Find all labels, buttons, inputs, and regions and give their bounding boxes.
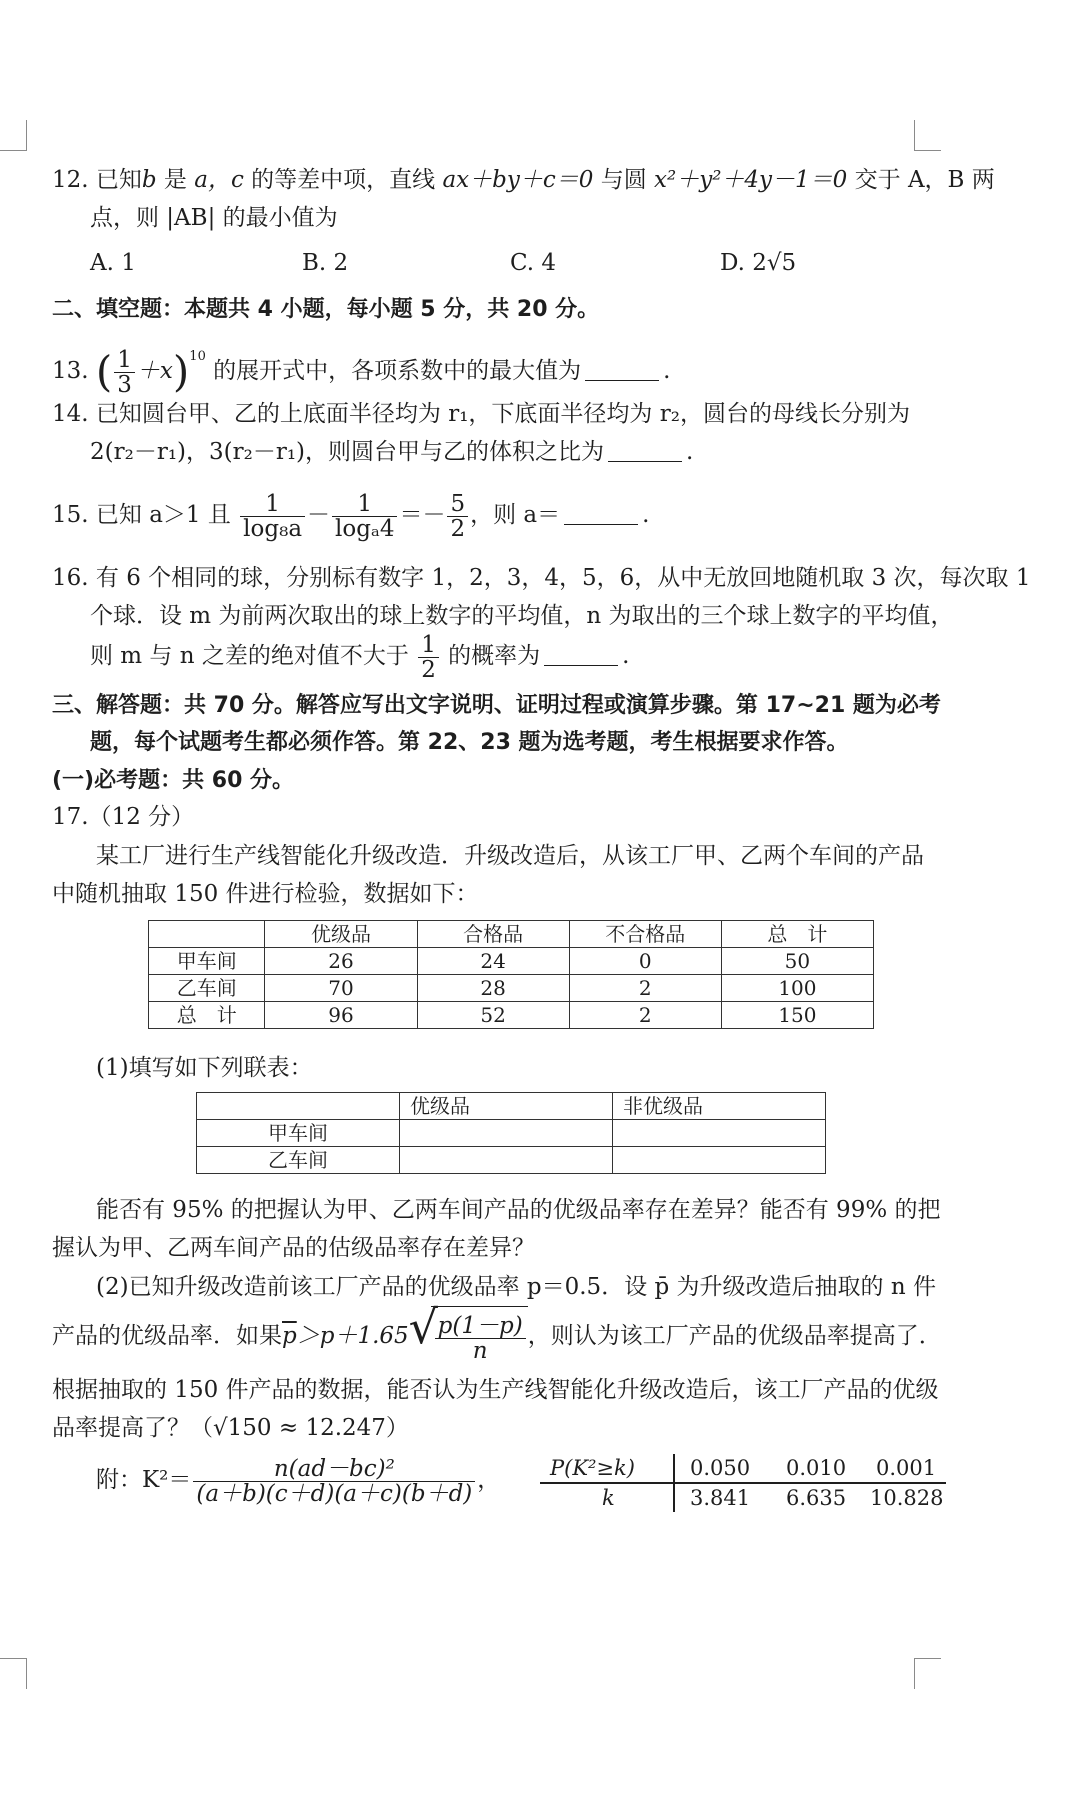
q17-part2-line1: (2)已知升级改造前该工厂产品的优级品率 p＝0.5．设 p̄ 为升级改造后抽取的 n 件 [96,1274,936,1300]
q17-heading: 17.（12 分） [52,804,195,830]
q12-line1: 12. 已知b 是 a，c 的等差中项，直线 ax＋by＋c＝0 与圆 x²＋y²＋4y－1＝0 交于 A，B 两 [52,167,995,193]
answer-blank [544,643,618,666]
q12-option-b: B. 2 [302,250,349,276]
crop-mark-bottom-left [0,1658,27,1689]
crop-mark-top-right [914,120,941,151]
part1-heading: (一)必考题：共 60 分。 [52,768,295,793]
q16-line3: 则 m 与 n 之差的绝对值不大于 $\frac{1}{2}$ 的概率为 . [90,631,630,683]
table-row: 乙车间 [197,1147,826,1174]
q13-fraction: $\frac{1}{3}$ [114,348,135,397]
crop-mark-top-left [0,120,27,151]
q15: 15. 已知 a＞1 且 $\frac{1}{\text{log₈a}}$ － $\frac{1}{\text{logₐ4}}$ ＝－ $\frac{5}{2}$ ，则 a＝ . [52,490,650,542]
section3-line1: 三、解答题：共 70 分。解答应写出文字说明、证明过程或演算步骤。第 17~21 题为必考 [52,693,941,718]
q17-intro-line2: 中随机抽取 150 件进行检验，数据如下： [52,881,479,907]
table-header-row: 优级品 非优级品 [197,1093,826,1120]
crop-mark-bottom-right [914,1658,941,1689]
q16-line2: 个球．设 m 为前两次取出的球上数字的平均值，n 为取出的三个球上数字的平均值， [90,603,954,629]
q17-part1-line2: 握认为甲、乙两车间产品的估级品率存在差异？ [52,1235,535,1261]
q17-intro-line1: 某工厂进行生产线智能化升级改造．升级改造后，从该工厂甲、乙两个车间的产品 [96,843,924,869]
square-root: √ $\frac{p(1-p)}{n}$ [409,1306,528,1369]
data-table [148,920,874,1029]
section2-heading: 二、填空题：本题共 4 小题，每小题 5 分，共 20 分。 [52,297,600,322]
contingency-table [196,1092,826,1174]
answer-blank [585,358,659,381]
table-row: 甲车间 26 24 0 50 [149,948,874,975]
q17-part2-line2: 产品的优级品率．如果$\overline{p}>p+1.65$ √ $\frac{p(1-p)}{n}$ ，则认为该工厂产品的优级品率提高了． [52,1305,942,1369]
q12-option-c: C. 4 [510,250,557,276]
q12-option-a: A. 1 [90,250,136,276]
q12-option-d: D. 2√5 [720,250,797,276]
q14-line2: 2(r₂－r₁)，3(r₂－r₁)，则圆台甲与乙的体积之比为 . [90,439,694,465]
table-row: 总 计 96 52 2 150 [149,1002,874,1029]
q14-line1: 14. 已知圆台甲、乙的上底面半径均为 r₁，下底面半径均为 r₂，圆台的母线长分别为 [52,401,910,427]
q16-line1: 16. 有 6 个相同的球，分别标有数字 1，2，3，4，5，6，从中无放回地随机取 3 次，每次取 1 [52,565,1031,591]
q17-part2-line4: 品率提高了？（√150 ≈ 12.247） [52,1415,409,1441]
answer-blank [608,439,682,462]
prob-label: P(K²≥k) [550,1456,635,1480]
answer-blank [564,502,638,525]
q17-part1-label: (1)填写如下列联表： [96,1055,313,1081]
q13: 13. ( $\frac{1}{3}$ ＋x)$^{10}$ 的展开式中，各项系数中的最大值为 . [52,346,671,398]
q17-part1-line1: 能否有 95% 的把握认为甲、乙两车间产品的优级品率存在差异？能否有 99% 的把 [96,1197,941,1223]
appendix-formula: 附：K²＝ $\frac{\text{n(ad－bc)²}}{(a+b)(c+d)(a+c)(b+d)}$ ， [96,1455,501,1507]
section3-line2: 题，每个试题考生都必须作答。第 22、23 题为选考题，考生根据要求作答。 [90,730,849,755]
k-label: k [602,1486,615,1510]
table-header-row: 优级品 合格品 不合格品 总 计 [149,921,874,948]
critical-value-table: P(K²≥k) k 0.050 0.010 0.001 3.841 6.635 10.828 [540,1454,946,1516]
table-row: 甲车间 [197,1120,826,1147]
q17-part2-line3: 根据抽取的 150 件产品的数据，能否认为生产线智能化升级改造后，该工厂产品的优级 [52,1377,939,1403]
q12-line2: 点，则 |AB| 的最小值为 [90,205,338,231]
table-row: 乙车间 70 28 2 100 [149,975,874,1002]
